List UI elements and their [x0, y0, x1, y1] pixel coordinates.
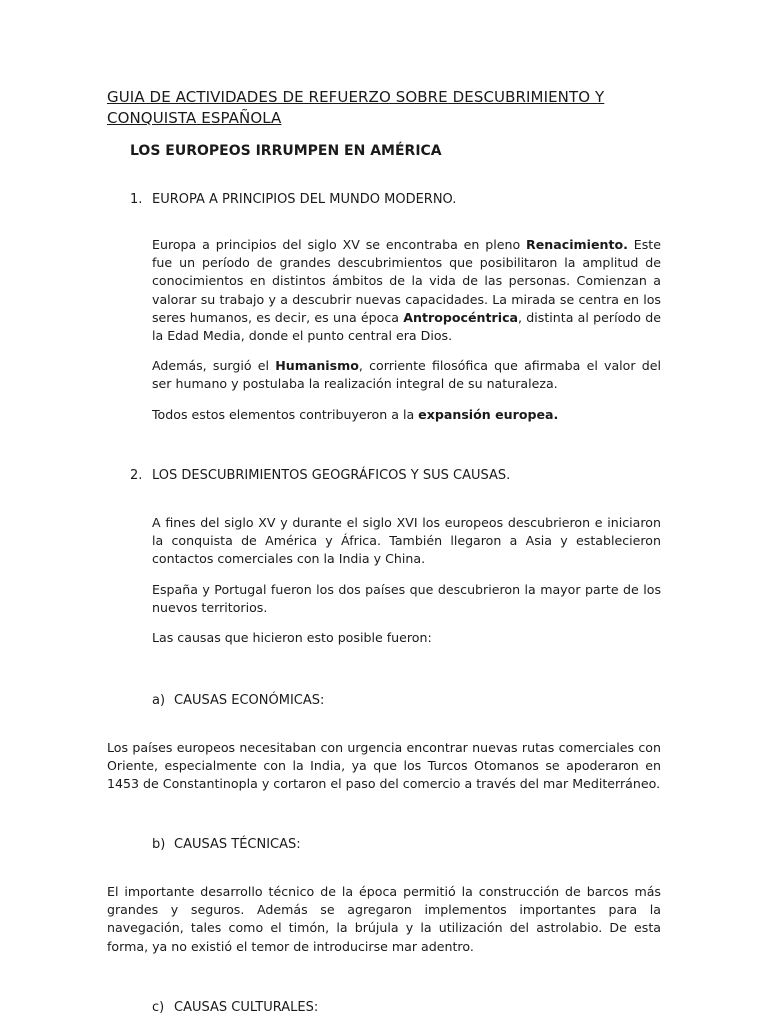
cause-b-text: El importante desarrollo técnico de la época permitió la construcción de barcos más grandes y seguros. Además se agregaron implementos importantes para la navegación, tales como el timón, la brújula y la utilización del astrolabio. De esta forma, ya no existió el temor de introducirse mar adentro.: [107, 884, 661, 954]
text-run: Este fue un período de grandes descubrimientos que posibilitaron la amplitud de conocimientos en distintos ámbitos de la vida de las personas. Comienzan a valorar su trabajo y a descubrir nuevas capacidades. La mirada se centra en los seres humanos, es decir, es una época: [152, 237, 661, 325]
document-title: GUIA DE ACTIVIDADES DE REFUERZO SOBRE DESCUBRIMIENTO Y CONQUISTA ESPAÑOLA: [107, 88, 605, 127]
text-run: Todos estos elementos contribuyeron a la: [152, 407, 419, 422]
bold-term-renacimiento: Renacimiento.: [526, 237, 628, 252]
cause-c-heading: [152, 999, 318, 1017]
section-1-paragraph-3: [152, 406, 661, 424]
text-run: , corriente filosófica que afirmaba el valor del ser humano y postulaba la realización integral de su naturaleza.: [152, 358, 661, 392]
text-run: Europa a principios del siglo XV se encontraba en pleno: [152, 237, 527, 252]
text-run: Además, surgió el: [152, 358, 276, 373]
section-2-paragraph-3: Las causas que hicieron esto posible fueron:: [152, 630, 432, 645]
cause-a-title: CAUSAS ECONÓMICAS:: [174, 693, 325, 708]
document-subtitle: LOS EUROPEOS IRRUMPEN EN AMÉRICA: [130, 143, 442, 159]
bold-term-antropocentrica: Antropocéntrica: [403, 309, 519, 325]
section-1-paragraph-1: [152, 236, 661, 345]
cause-c-title: CAUSAS CULTURALES:: [174, 1000, 319, 1015]
section-2-heading: [130, 467, 510, 485]
section-1-paragraph-2: [152, 357, 661, 393]
section-2-paragraph-1: A fines del siglo XV y durante el siglo XVI los europeos descubrieron e iniciaron la conquista de América y África. También llegaron a Asia y establecieron contactos comerciales con la India y China.: [152, 515, 661, 567]
text-run: , distinta al período de la Edad Media, donde el punto central era Dios.: [152, 309, 661, 344]
section-2-paragraph-2: España y Portugal fueron los dos países que descubrieron la mayor parte de los nuevos territorios.: [152, 582, 661, 616]
cause-b-heading: [152, 836, 301, 854]
cause-b-title: CAUSAS TÉCNICAS:: [174, 837, 301, 852]
cause-a-heading: [152, 692, 324, 710]
section-2-number: 2.: [130, 468, 143, 483]
section-1-title: EUROPA A PRINCIPIOS DEL MUNDO MODERNO.: [152, 192, 457, 207]
cause-a-text: Los países europeos necesitaban con urgencia encontrar nuevas rutas comerciales con Oriente, especialmente con la India, ya que los Turcos Otomanos se apoderaron en 1453 de Constantinopla y cortaron el paso del comercio a través del mar Mediterráneo.: [107, 740, 661, 792]
cause-b-letter: b): [152, 837, 166, 852]
section-1-number: 1.: [130, 192, 143, 207]
cause-c-letter: c): [152, 1000, 165, 1015]
bold-term-expansion: expansión europea.: [418, 407, 559, 422]
section-2-title: LOS DESCUBRIMIENTOS GEOGRÁFICOS Y SUS CAUSAS.: [152, 468, 511, 483]
section-1-heading: [130, 191, 456, 209]
bold-term-humanismo: Humanismo: [275, 358, 359, 373]
cause-a-letter: a): [152, 693, 166, 708]
